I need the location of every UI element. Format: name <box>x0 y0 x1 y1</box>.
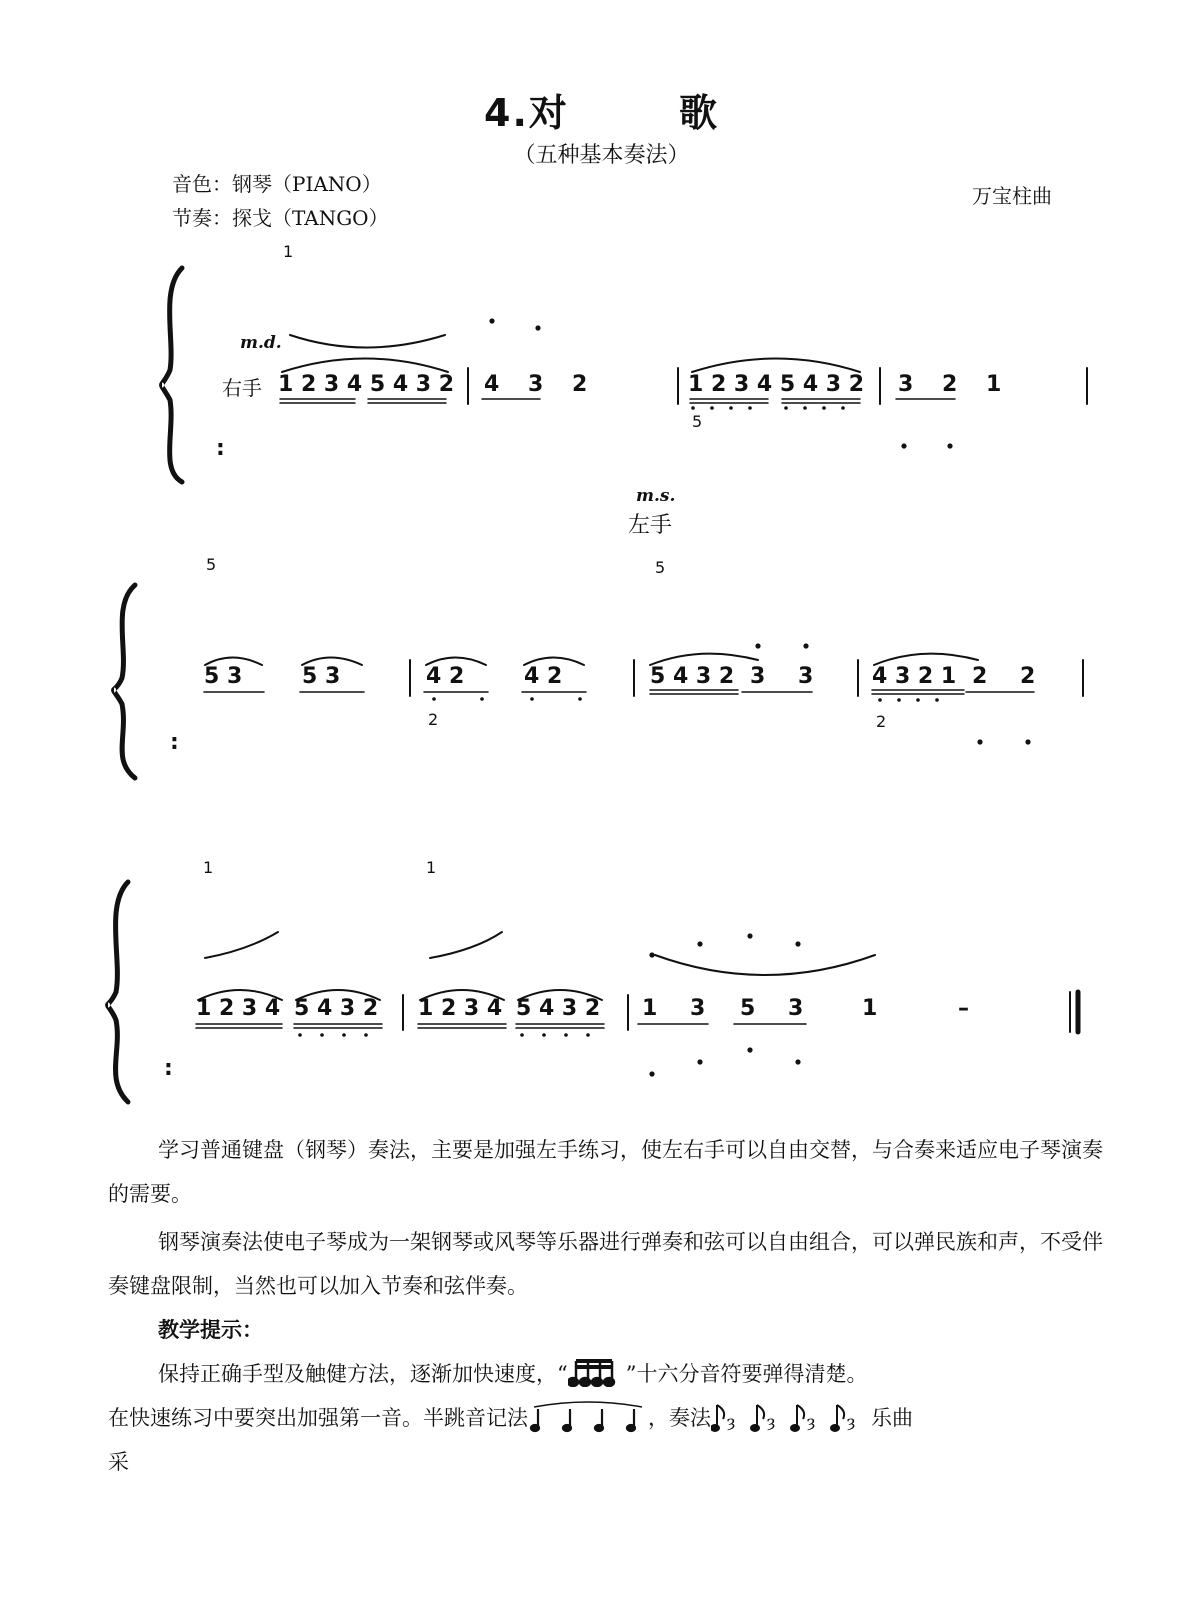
playing-method-notation <box>711 1399 871 1433</box>
sixteenth-notes-symbol <box>568 1357 626 1387</box>
repeat-colon: : <box>170 730 179 755</box>
piece-subtitle: （五种基本奏法） <box>513 143 690 168</box>
paragraph-3 <box>108 1352 1108 1396</box>
note: 2 <box>942 372 958 397</box>
piece-number: 4. <box>484 91 529 135</box>
note: 1 <box>986 372 1002 397</box>
note-group: 4 2 <box>426 664 465 689</box>
svg-text:ȝ: ȝ <box>847 1412 856 1431</box>
note-group: 5 4 3 2 <box>294 996 379 1021</box>
paragraph-3-end: ”十六分音符要弹得清楚。 <box>625 1362 868 1386</box>
note: 3 <box>798 664 814 689</box>
paragraph-4-start: 在快速练习中要突出加强第一音。半跳音记法 <box>108 1406 528 1430</box>
note: 5 <box>740 996 756 1021</box>
note-group: 5 3 <box>204 664 243 689</box>
finger-number: 1 <box>203 858 214 877</box>
dash-note: – <box>958 996 969 1021</box>
composer-credit: 万宝柱曲 <box>972 184 1052 208</box>
note-group: 5 4 3 2 <box>516 996 601 1021</box>
repeat-colon: : <box>216 436 225 461</box>
note: 2 <box>1020 664 1036 689</box>
paragraph-4-end: 乐曲 <box>871 1406 913 1430</box>
paragraph-1: 学习普通键盘（钢琴）奏法，主要是加强左手练习，使左右手可以自由交替，与合奏来适应电子琴演奏的需要。 <box>108 1138 1103 1206</box>
title-char-2: 歌 <box>678 91 719 135</box>
brace-row3 <box>108 882 128 1102</box>
finger-number: 5 <box>206 555 217 574</box>
note: 3 <box>528 372 544 397</box>
finger-number: 5 <box>692 412 703 431</box>
svg-text:ȝ: ȝ <box>767 1412 776 1431</box>
brace-row2 <box>114 585 135 778</box>
note: 2 <box>572 372 588 397</box>
note-group: 4 3 2 1 <box>872 664 957 689</box>
note-group: 1 2 3 4 5 4 3 2 <box>688 372 865 397</box>
brace-row1 <box>162 268 182 482</box>
note: 3 <box>690 996 706 1021</box>
svg-text:ȝ: ȝ <box>807 1412 816 1431</box>
note-group: 1 2 3 4 5 4 3 2 <box>278 372 455 397</box>
voice-setting: 音色：钢琴（PIANO） <box>172 172 382 196</box>
note: 1 <box>862 996 878 1021</box>
note: 3 <box>898 372 914 397</box>
note-group: 1 2 3 4 <box>418 996 503 1021</box>
note: 1 <box>642 996 658 1021</box>
note-group: 4 2 <box>524 664 563 689</box>
md-marking: m.d. <box>240 333 282 353</box>
note-group: 5 3 <box>302 664 341 689</box>
note: 3 <box>788 996 804 1021</box>
half-staccato-notation <box>528 1399 648 1433</box>
slur-row1-b <box>282 359 448 373</box>
note: 4 <box>484 372 500 397</box>
slur-row3-g <box>655 955 875 975</box>
paragraph-4 <box>108 1396 1108 1440</box>
finger-number: 5 <box>655 558 666 577</box>
left-hand-label: 左手 <box>628 513 673 538</box>
slur-row1-a <box>290 335 445 348</box>
paragraph-4-middle: ，奏法 <box>648 1406 711 1430</box>
repeat-colon: : <box>164 1056 173 1081</box>
paragraph-5: 采 <box>108 1450 129 1474</box>
note-group: 1 2 3 4 <box>196 996 281 1021</box>
paragraph-3-start: 保持正确手型及触健方法，逐渐加快速度，“ <box>158 1362 568 1386</box>
finger-number: 1 <box>283 242 294 261</box>
slur-row3-a <box>205 932 278 958</box>
note: 2 <box>972 664 988 689</box>
finger-number: 2 <box>428 710 439 729</box>
title-char-1: 对 <box>528 91 569 135</box>
svg-text:ȝ: ȝ <box>727 1412 736 1431</box>
slur-row3-b <box>430 932 502 958</box>
finger-number: 1 <box>426 858 437 877</box>
finger-number: 2 <box>876 712 887 731</box>
slur-row1-c <box>692 359 860 373</box>
explanation-text <box>108 1128 1108 1484</box>
note-group: 5 4 3 2 <box>650 664 735 689</box>
right-hand-label: 右手 <box>222 376 262 400</box>
rhythm-setting: 节奏：探戈（TANGO） <box>172 206 389 230</box>
paragraph-2: 钢琴演奏法使电子琴成为一架钢琴或风琴等乐器进行弹奏和弦可以自由组合，可以弹民族和声，不受伴奏键盘限制，当然也可以加入节奏和弦伴奏。 <box>108 1230 1103 1298</box>
tips-heading: 教学提示： <box>158 1317 263 1342</box>
note: 3 <box>750 664 766 689</box>
ms-marking: m.s. <box>636 486 676 506</box>
